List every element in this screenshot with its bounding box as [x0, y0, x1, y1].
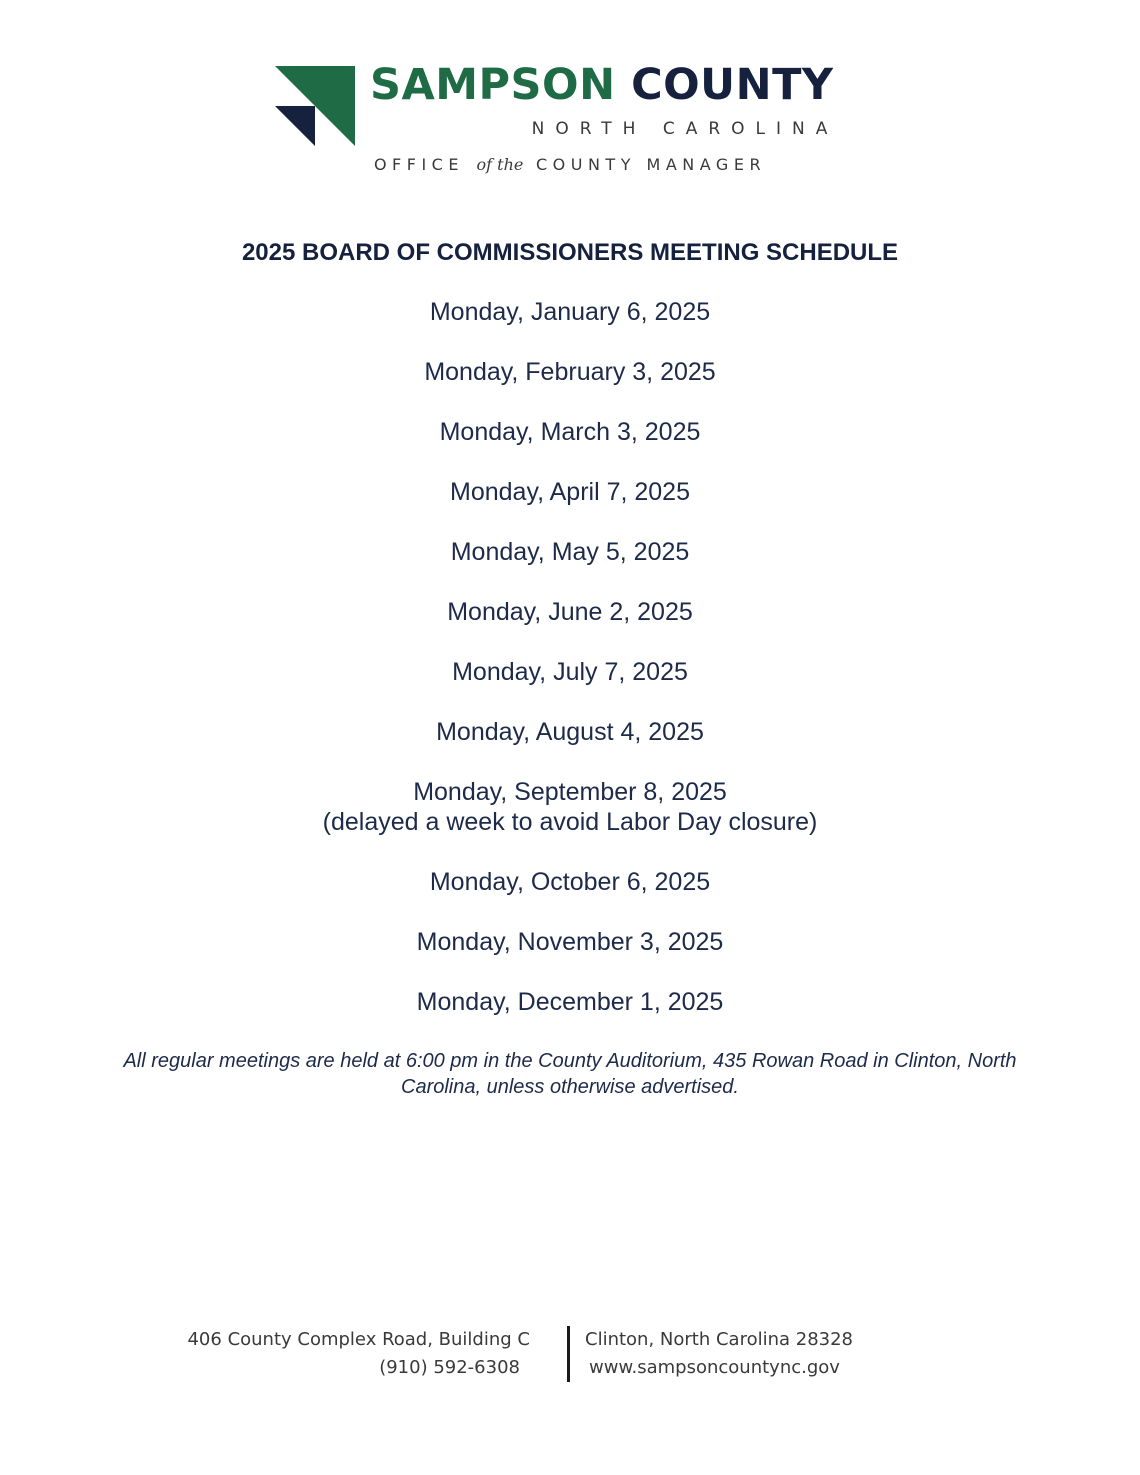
meeting-item-february	[0, 357, 1140, 417]
meeting-date: Monday, May 5, 2025	[450, 538, 690, 566]
county-name	[370, 60, 834, 110]
meeting-footnote: All regular meetings are held at 6:00 pm in the County Auditorium, 435 Rowan Road in Clinton, North Carolina, unless otherwise advertised.	[123, 1050, 1017, 1098]
meeting-date: Monday, February 3, 2025	[424, 358, 716, 386]
meeting-item-april	[0, 477, 1140, 537]
meeting-date: Monday, August 4, 2025	[436, 718, 704, 746]
meeting-date: Monday, December 1, 2025	[416, 988, 724, 1016]
meeting-date: Monday, March 3, 2025	[439, 418, 701, 446]
meeting-date: Monday, April 7, 2025	[450, 478, 690, 506]
meeting-note: (delayed a week to avoid Labor Day closure)	[322, 808, 818, 836]
meeting-item-october	[0, 867, 1140, 927]
meeting-item-august	[0, 717, 1140, 777]
office-prefix: OFFICE	[373, 155, 464, 174]
meeting-item-january	[0, 297, 1140, 357]
meeting-item-may	[0, 537, 1140, 597]
footer-city: Clinton, North Carolina 28328	[585, 1329, 854, 1350]
meeting-date: Monday, July 7, 2025	[452, 658, 688, 686]
footer	[0, 1326, 1140, 1386]
meeting-item-march	[0, 417, 1140, 477]
footer-contact-block	[585, 1326, 853, 1382]
meeting-date: Monday, September 8, 2025	[413, 778, 727, 806]
meeting-list	[0, 297, 1140, 1047]
meeting-item-december	[0, 987, 1140, 1047]
county-name-part2: COUNTY	[631, 60, 834, 110]
footer-street: 406 County Complex Road, Building C	[187, 1329, 530, 1350]
page-title: 2025 BOARD OF COMMISSIONERS MEETING SCHEDULE	[241, 239, 899, 266]
meeting-item-november	[0, 927, 1140, 987]
meeting-date: Monday, November 3, 2025	[416, 928, 724, 956]
letterhead	[0, 0, 1140, 190]
office-suffix: COUNTY MANAGER	[535, 155, 767, 174]
footer-address-block	[187, 1326, 530, 1382]
office-connector: of the	[476, 155, 524, 174]
office-line	[0, 157, 1140, 173]
footer-divider	[567, 1326, 570, 1382]
meeting-date: Monday, October 6, 2025	[429, 868, 711, 896]
footer-website-link[interactable]: www.sampsoncountync.gov	[589, 1357, 840, 1378]
meeting-item-june	[0, 597, 1140, 657]
county-name-part1: SAMPSON	[370, 60, 616, 110]
meeting-item-july	[0, 657, 1140, 717]
meeting-date: Monday, January 6, 2025	[429, 298, 711, 326]
meeting-item-september	[0, 777, 1140, 867]
meeting-date: Monday, June 2, 2025	[447, 598, 693, 626]
state-name: NORTH CAROLINA	[531, 119, 839, 139]
footer-phone: (910) 592-6308	[379, 1357, 520, 1378]
